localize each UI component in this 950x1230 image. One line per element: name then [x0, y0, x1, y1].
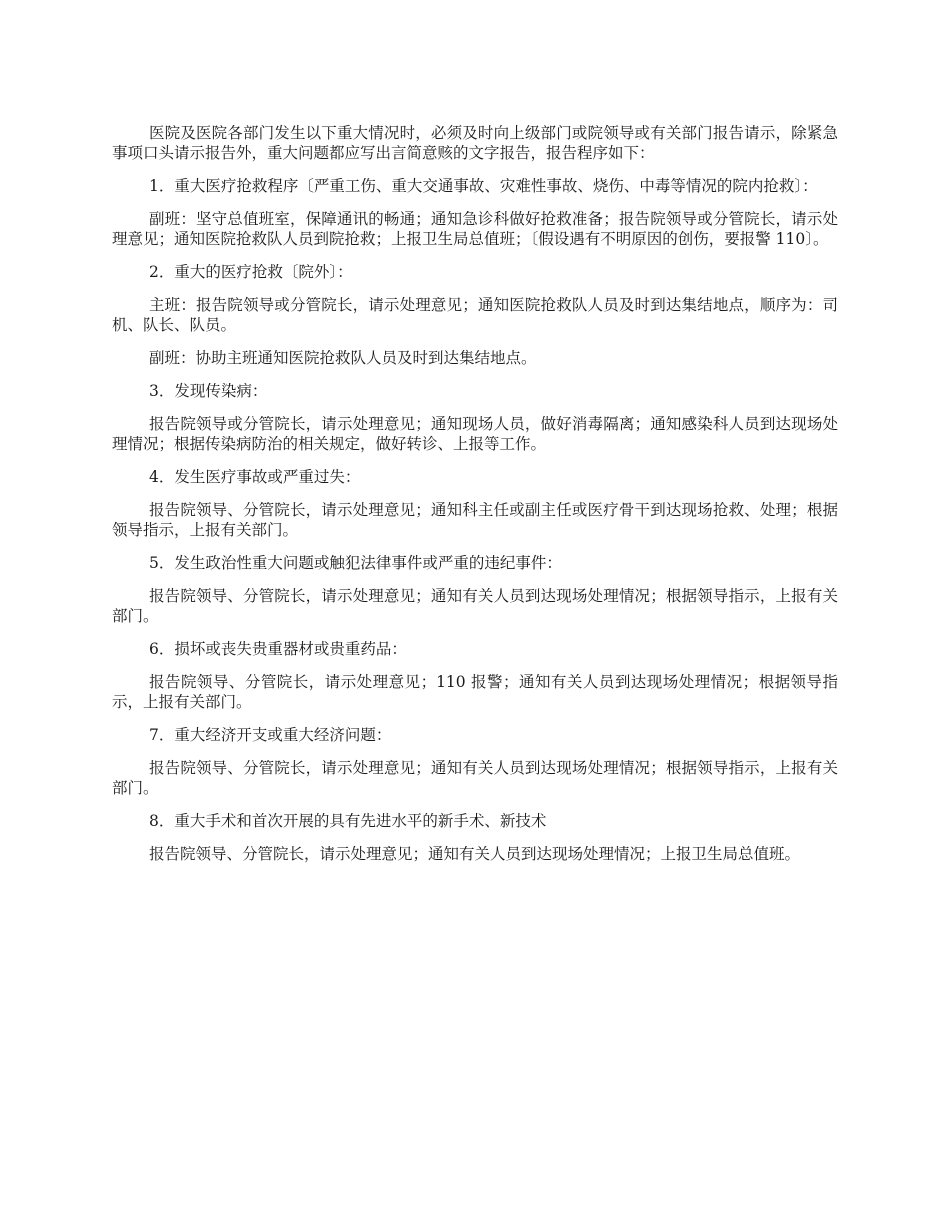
section-heading-8: 8．重大手术和首次开展的具有先进水平的新手术、新技术: [149, 812, 547, 830]
document-body: [112, 123, 838, 877]
section-heading-2: 2．重大的医疗抢救〔院外〕：: [149, 263, 353, 281]
section-8-paragraph: 报告院领导、分管院长，请示处理意见；通知有关人员到达现场处理情况；上报卫生局总值班。: [149, 845, 801, 863]
section-6-paragraph: 报告院领导、分管院长，请示处理意见；110 报警；通知有关人员到达现场处理情况；根据领导指示，上报有关部门。: [112, 673, 838, 711]
section-2-paragraph: 主班：报告院领导或分管院长，请示处理意见；通知医院抢救队人员及时到达集结地点，顺序为：司机、队长、队员。: [112, 296, 838, 334]
section-5-paragraph: 报告院领导、分管院长，请示处理意见；通知有关人员到达现场处理情况；根据领导指示，上报有关部门。: [112, 587, 838, 625]
intro-paragraph: 医院及医院各部门发生以下重大情况时，必须及时向上级部门或院领导或有关部门报告请示，除紧急事项口头请示报告外，重大问题都应写出言简意赅的文字报告，报告程序如下：: [112, 124, 838, 162]
section-3-paragraph: 报告院领导或分管院长，请示处理意见；通知现场人员，做好消毒隔离；通知感染科人员到达现场处理情况；根据传染病防治的相关规定，做好转诊、上报等工作。: [112, 415, 838, 453]
section-heading-7: 7．重大经济开支或重大经济问题：: [149, 726, 392, 744]
section-2-paragraph: 副班：协助主班通知医院抢救队人员及时到达集结地点。: [149, 349, 537, 367]
section-7-paragraph: 报告院领导、分管院长，请示处理意见；通知有关人员到达现场处理情况；根据领导指示，上报有关部门。: [112, 759, 838, 797]
section-heading-1: 1．重大医疗抢救程序〔严重工伤、重大交通事故、灾难性事故、烧伤、中毒等情况的院内抢救〕：: [149, 177, 818, 195]
section-1-paragraph: 副班：坚守总值班室，保障通讯的畅通；通知急诊科做好抢救准备；报告院领导或分管院长，请示处理意见；通知医院抢救队人员到院抢救；上报卫生局总值班；〔假设遇有不明原因的创伤，要报警 110〕。: [112, 210, 838, 248]
section-heading-3: 3．发现传染病：: [149, 382, 268, 400]
section-heading-4: 4．发生医疗事故或严重过失：: [149, 468, 361, 486]
section-heading-6: 6．损坏或丧失贵重器材或贵重药品：: [149, 640, 407, 658]
section-4-paragraph: 报告院领导、分管院长，请示处理意见；通知科主任或副主任或医疗骨干到达现场抢救、处理；根据领导指示，上报有关部门。: [112, 501, 838, 539]
section-heading-5: 5．发生政治性重大问题或触犯法律事件或严重的违纪事件：: [149, 554, 562, 572]
